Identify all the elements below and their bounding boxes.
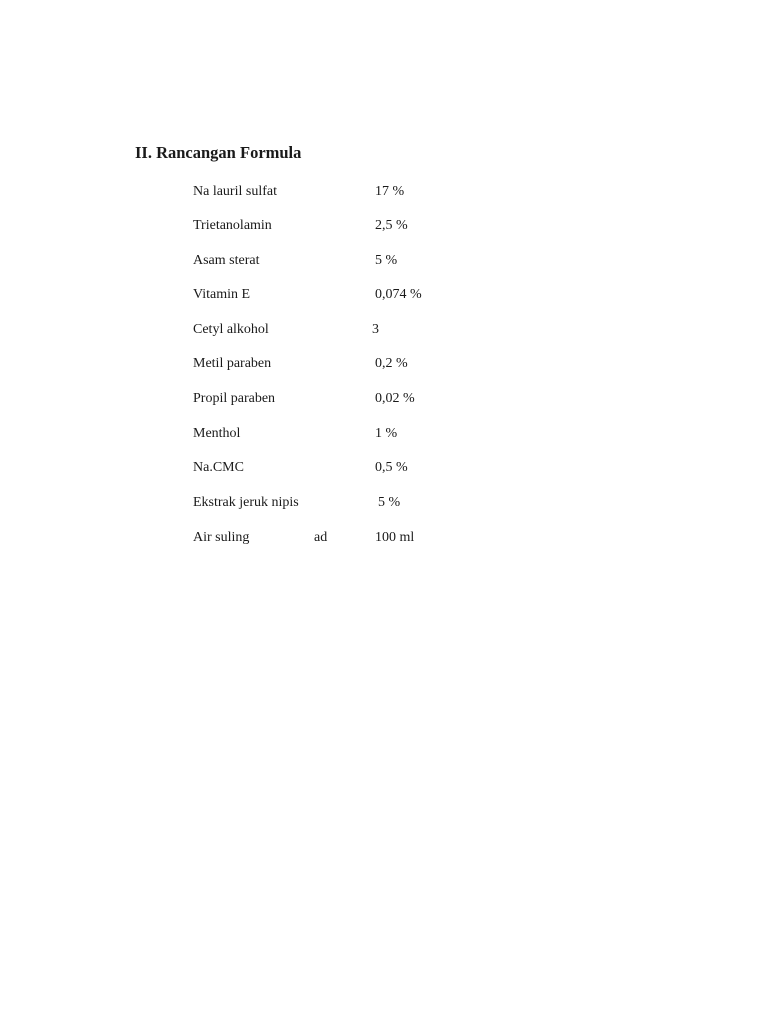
ingredient-name: Cetyl alkohol <box>193 322 269 337</box>
formula-row <box>0 253 768 275</box>
ingredient-name: Na lauril sulfat <box>193 184 277 199</box>
formula-row <box>0 184 768 206</box>
ingredient-amount: 17 % <box>375 184 405 199</box>
formula-row <box>0 426 768 448</box>
ingredient-amount: 3 <box>372 322 379 337</box>
ingredient-amount: 5 % <box>375 253 398 268</box>
formula-row <box>0 530 768 552</box>
ingredient-modifier: ad <box>314 530 328 545</box>
formula-row <box>0 356 768 378</box>
ingredient-name: Na.CMC <box>193 460 244 475</box>
ingredient-amount: 5 % <box>378 495 401 510</box>
ingredient-name: Asam sterat <box>193 253 260 268</box>
formula-row <box>0 460 768 482</box>
ingredient-amount: 2,5 % <box>375 218 408 233</box>
ingredient-name: Ekstrak jeruk nipis <box>193 495 299 510</box>
ingredient-name: Metil paraben <box>193 356 272 371</box>
ingredient-amount: 0,02 % <box>375 391 415 406</box>
ingredient-amount: 1 % <box>375 426 398 441</box>
ingredient-amount: 0,074 % <box>375 287 422 302</box>
formula-row <box>0 287 768 309</box>
ingredient-amount: 0,2 % <box>375 356 408 371</box>
section-heading: II. Rancangan Formula <box>135 143 302 162</box>
formula-row <box>0 495 768 517</box>
ingredient-amount: 0,5 % <box>375 460 408 475</box>
formula-row <box>0 322 768 344</box>
ingredient-name: Trietanolamin <box>193 218 272 233</box>
formula-row <box>0 391 768 413</box>
formula-row <box>0 218 768 240</box>
ingredient-amount: 100 ml <box>375 530 415 545</box>
ingredient-name: Propil paraben <box>193 391 276 406</box>
ingredient-name: Air suling <box>193 530 250 545</box>
ingredient-name: Vitamin E <box>193 287 251 302</box>
ingredient-name: Menthol <box>193 426 241 441</box>
